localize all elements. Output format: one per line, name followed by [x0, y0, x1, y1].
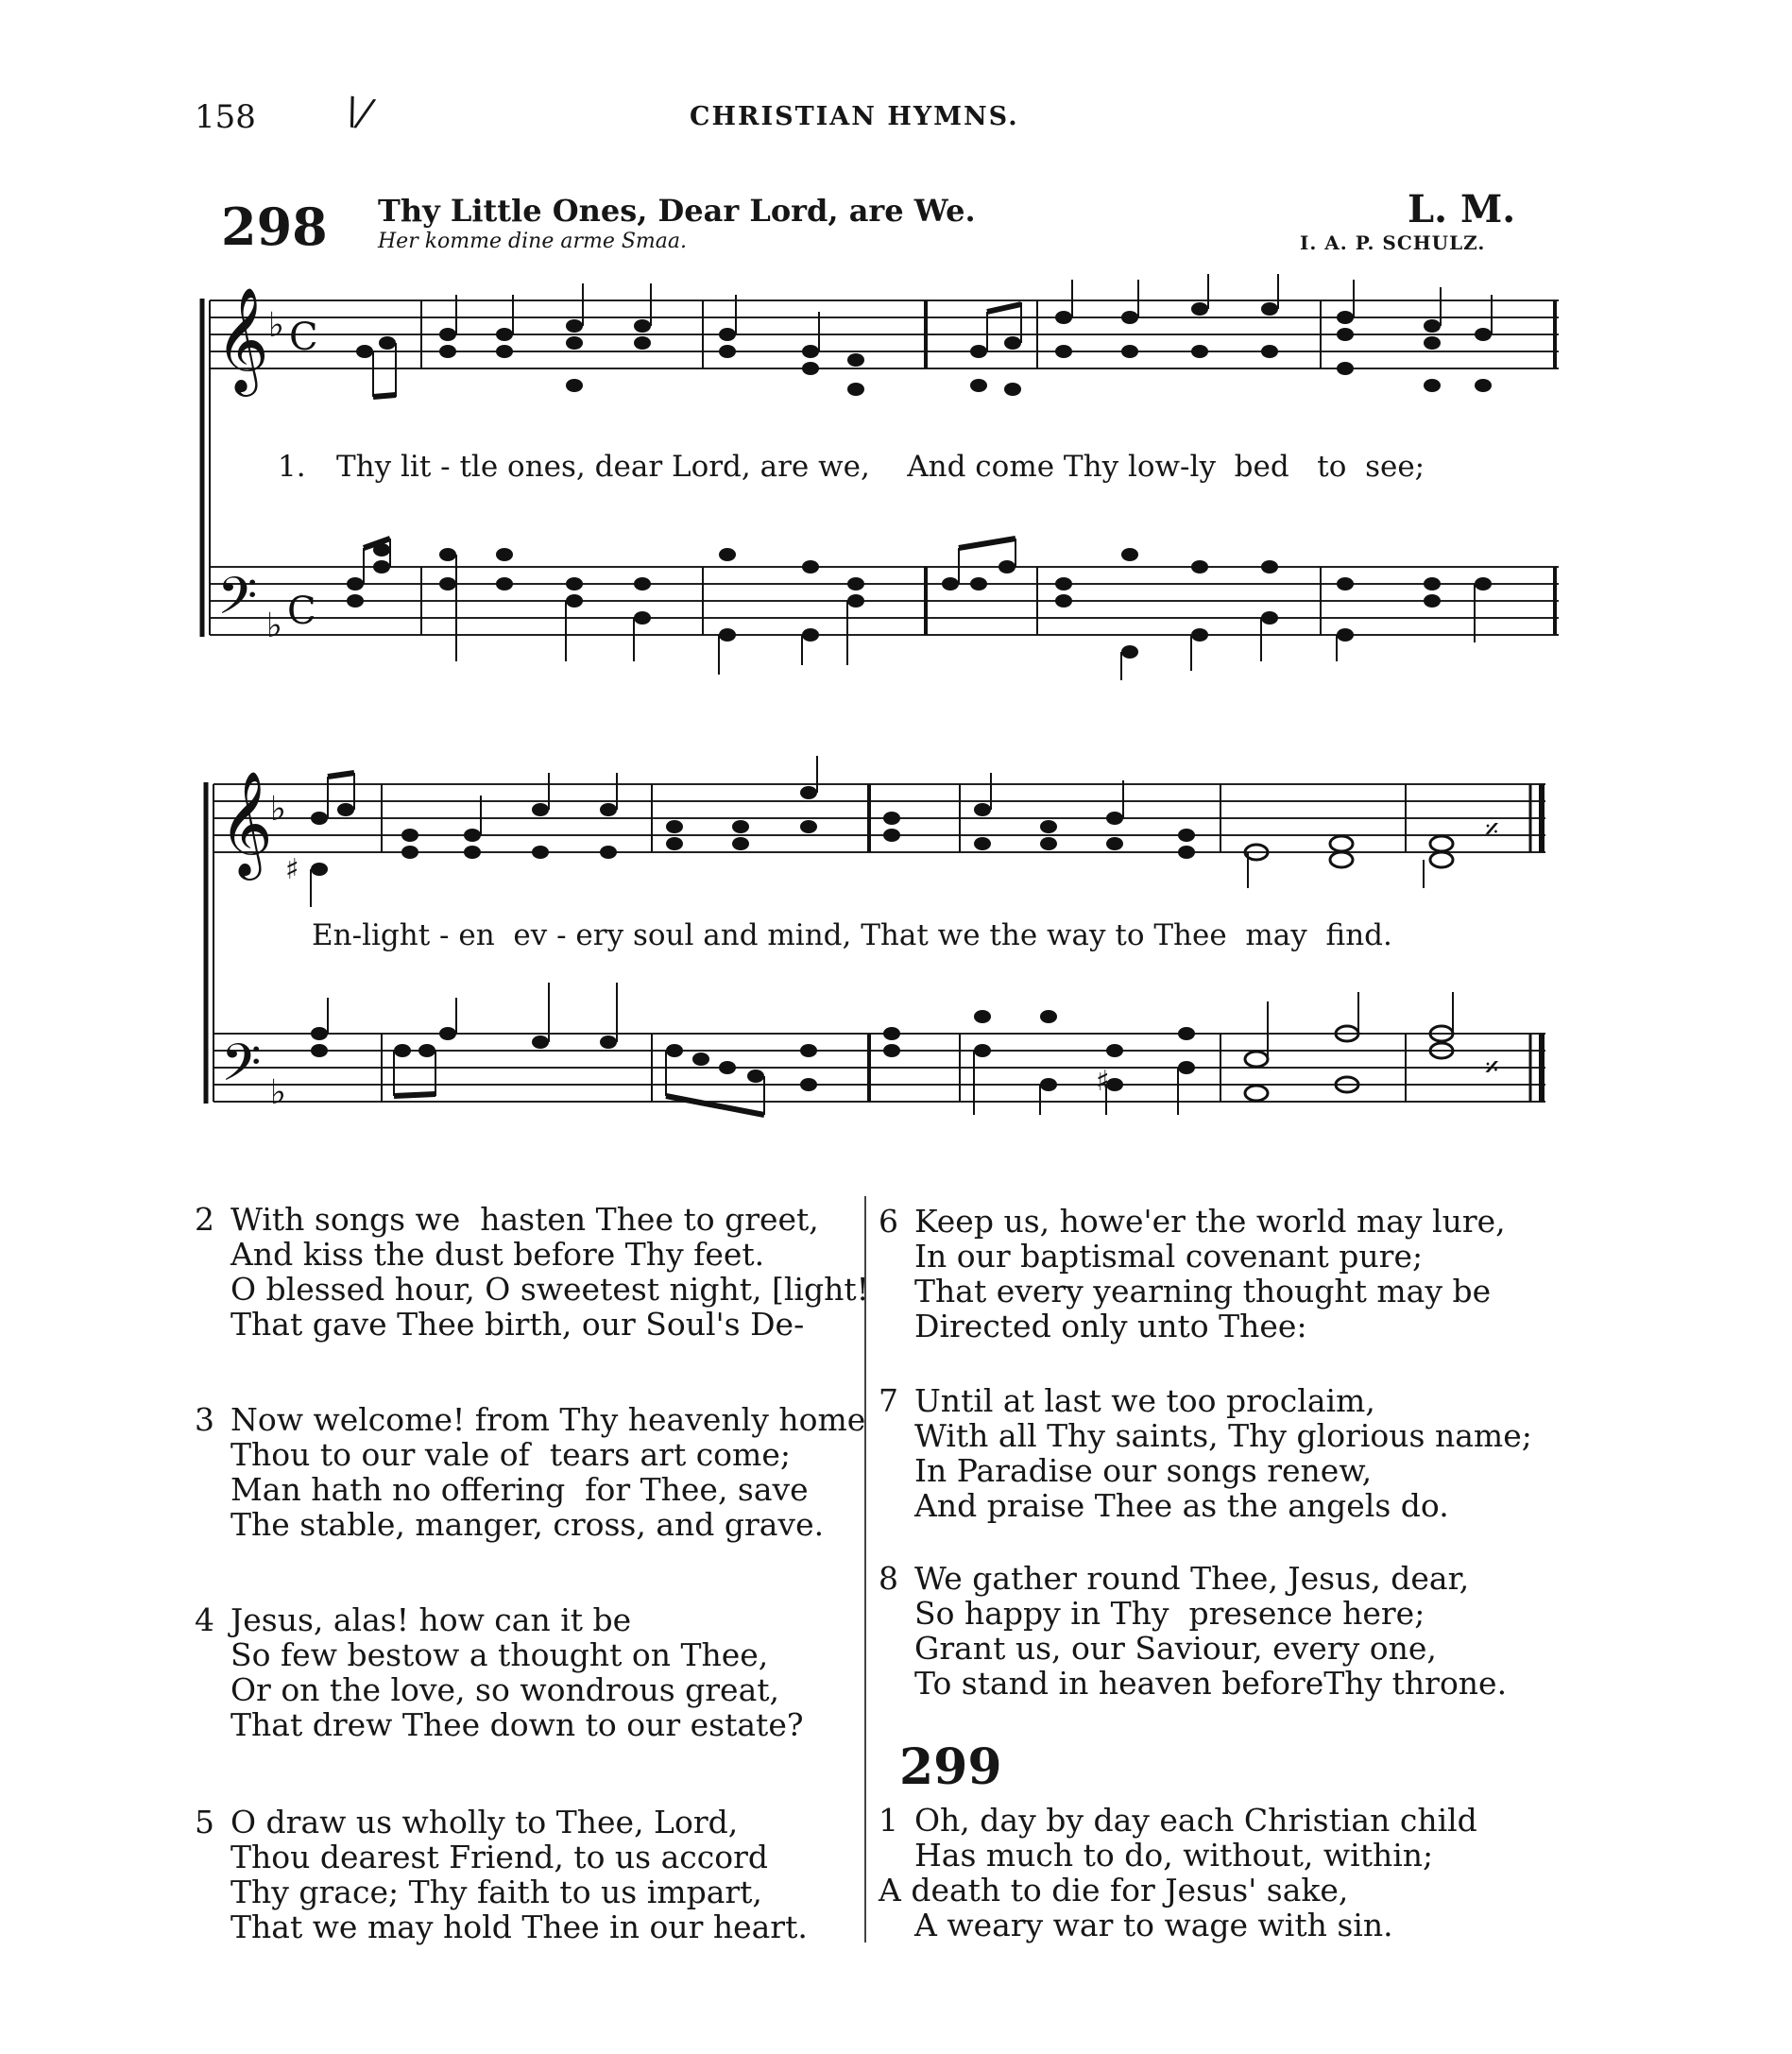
hymn-composer: I. A. P. SCHULZ. — [1300, 231, 1486, 254]
treble-beams-2 — [328, 773, 354, 777]
check-mark: \/ — [342, 89, 375, 136]
verse-line: Oh, day by day each Christian child — [914, 1802, 1477, 1839]
key-flat-bass-2: ♭ — [270, 1073, 286, 1112]
verse-line: Grant us, our Saviour, every one, — [914, 1630, 1437, 1667]
bass-clef-1: 𝄢 — [217, 566, 258, 639]
verse-number: 4 — [195, 1601, 214, 1638]
bass-half-notes-2 — [1245, 1026, 1453, 1101]
treble-clef-1: 𝄞 — [215, 286, 269, 392]
repeat-sign-bass: 𝄎 — [1485, 1052, 1499, 1085]
verse-line: Now welcome! from Thy heavenly home — [230, 1401, 866, 1438]
bass-stems-1 — [364, 539, 1475, 680]
verse-line: So few bestow a thought on Thee, — [230, 1636, 769, 1673]
verse-line: So happy in Thy presence here; — [914, 1595, 1425, 1632]
verse-line: We gather round Thee, Jesus, dear, — [914, 1560, 1470, 1597]
treble-staff-2 — [213, 784, 1545, 852]
hymn-number: 298 — [221, 197, 328, 257]
treble-clef-2: 𝄞 — [219, 770, 273, 876]
verse-line: And kiss the dust before Thy feet. — [230, 1236, 765, 1273]
bass-clef-2: 𝄢 — [221, 1033, 262, 1105]
score-verse-number: 1. — [278, 450, 306, 484]
treble-notes-2 — [311, 786, 1195, 876]
sharp-sign-bass: ♯ — [1096, 1065, 1110, 1098]
verse-number: 6 — [879, 1203, 898, 1240]
score-lyrics-line-2: En-light - en ev - ery soul and mind, That we the way to Thee may find. — [312, 918, 1392, 952]
verse-line: Thou to our vale of tears art come; — [230, 1436, 791, 1473]
verse-line: With songs we hasten Thee to greet, — [230, 1201, 819, 1238]
running-head: CHRISTIAN HYMNS. — [690, 102, 1019, 131]
verse-line: The stable, manger, cross, and grave. — [230, 1506, 825, 1543]
verse-line: That gave Thee birth, our Soul's De- — [230, 1306, 805, 1343]
verse-line: O blessed hour, O sweetest night, [light! — [230, 1271, 869, 1308]
hymn-title: Thy Little Ones, Dear Lord, are We. — [378, 193, 976, 229]
score-lyrics-line-1: Thy lit - tle ones, dear Lord, are we, And come Thy low-ly bed to see; — [336, 450, 1425, 484]
verse-line: O draw us wholly to Thee, Lord, — [230, 1804, 739, 1840]
verse-line: With all Thy saints, Thy glorious name; — [914, 1417, 1532, 1454]
verse-line: Man hath no offering for Thee, save — [230, 1471, 809, 1508]
verse-line: Or on the love, so wondrous great, — [230, 1671, 779, 1708]
verse-line: A death to die for Jesus' sake, — [879, 1872, 1349, 1909]
verse-number: 2 — [195, 1201, 214, 1238]
hymn-number: 299 — [899, 1738, 1002, 1796]
verse-line: A weary war to wage with sin. — [914, 1907, 1393, 1943]
verse-number: 5 — [195, 1804, 214, 1840]
sharp-sign: ♯ — [285, 853, 299, 886]
verse-line: And praise Thee as the angels do. — [914, 1487, 1449, 1524]
verse-number: 1 — [879, 1802, 898, 1839]
verse-line: Thy grace; Thy faith to us impart, — [230, 1874, 762, 1910]
verse-line: Keep us, howe'er the world may lure, — [914, 1203, 1506, 1240]
verse-line: That we may hold Thee in our heart. — [230, 1909, 808, 1945]
bass-beams-1 — [364, 539, 1015, 548]
treble-staff-1 — [210, 300, 1559, 368]
verse-number: 3 — [195, 1401, 214, 1438]
page-number: 158 — [195, 98, 256, 136]
key-flat-bass-1: ♭ — [266, 607, 282, 645]
verse-number: 8 — [879, 1560, 898, 1597]
verse-line: Jesus, alas! how can it be — [230, 1601, 632, 1638]
key-flat-treble-2: ♭ — [270, 790, 286, 829]
hymn-subtitle: Her komme dine arme Smaa. — [378, 230, 687, 253]
verse-line: That every yearning thought may be — [914, 1273, 1492, 1309]
verse-line: Thou dearest Friend, to us accord — [230, 1839, 769, 1875]
hymn-meter: L. M. — [1408, 187, 1516, 231]
key-flat-treble-1: ♭ — [268, 306, 284, 345]
verse-line: In Paradise our songs renew, — [914, 1452, 1373, 1489]
column-divider — [864, 1196, 866, 1943]
verse-number: 7 — [879, 1382, 898, 1419]
verse-line: Until at last we too proclaim, — [914, 1382, 1375, 1419]
repeat-sign-treble: 𝄎 — [1485, 813, 1499, 847]
bass-beams-2 — [394, 1094, 764, 1115]
time-signature-treble: C — [289, 316, 318, 359]
verse-line: That drew Thee down to our estate? — [230, 1706, 804, 1743]
bass-staff-1 — [210, 567, 1559, 635]
verse-line: Has much to do, without, within; — [914, 1837, 1434, 1874]
verse-line: Directed only unto Thee: — [914, 1308, 1307, 1344]
time-signature-bass: C — [287, 590, 316, 633]
verse-line: In our baptismal covenant pure; — [914, 1238, 1424, 1275]
verse-line: To stand in heaven beforeThy throne. — [914, 1665, 1508, 1702]
